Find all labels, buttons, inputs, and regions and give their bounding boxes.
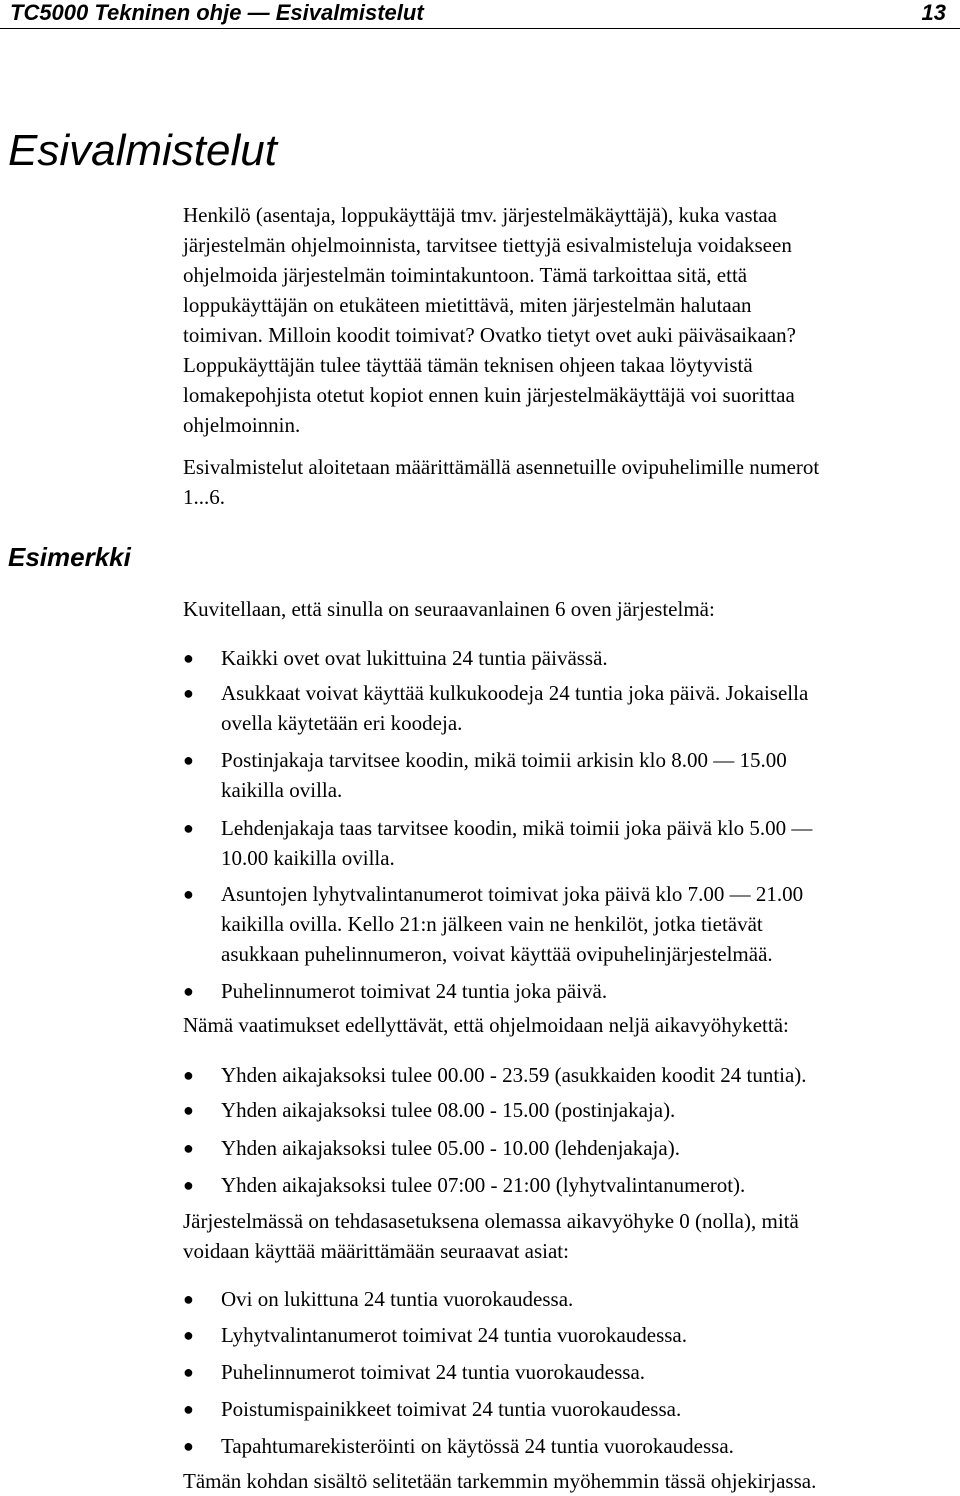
text-line: Järjestelmässä on tehdasasetuksena olemassa aikavyöhyke 0 (nolla), mitä	[183, 1209, 799, 1233]
intro-paragraph	[183, 200, 953, 440]
text-line: lomakepohjista otetut kopiot ennen kuin järjestelmäkäyttäjä voi suorittaa	[183, 383, 795, 407]
list-item-text: Yhden aikajaksoksi tulee 00.00 - 23.59 (asukkaiden koodit 24 tuntia).	[221, 1063, 807, 1087]
list-item-text: Puhelinnumerot toimivat 24 tuntia vuorokaudessa.	[221, 1360, 646, 1384]
bullet-icon: ●	[183, 1138, 194, 1158]
text-line: Henkilö (asentaja, loppukäyttäjä tmv. järjestelmäkäyttäjä), kuka vastaa	[183, 203, 777, 227]
bullet-icon: ●	[183, 818, 194, 838]
text-line: järjestelmän ohjelmoinnista, tarvitsee tiettyjä esivalmisteluja voidakseen	[183, 233, 792, 257]
bullet-icon: ●	[183, 981, 194, 1001]
list-item-text: Lyhytvalintanumerot toimivat 24 tuntia vuorokaudessa.	[221, 1323, 687, 1347]
list-item-text: Ovi on lukittuna 24 tuntia vuorokaudessa.	[221, 1287, 574, 1311]
side-heading-example: Esimerkki	[8, 542, 131, 572]
defaults-lead	[183, 1206, 953, 1266]
text-line: 10.00 kaikilla ovilla.	[221, 846, 395, 870]
list-item-text: Yhden aikajaksoksi tulee 08.00 - 15.00 (postinjakaja).	[221, 1098, 676, 1122]
bullet-icon: ●	[183, 884, 194, 904]
bullet-icon: ●	[183, 1175, 194, 1195]
text-line: kaikilla ovilla. Kello 21:n jälkeen vain ne henkilöt, jotka tietävät	[221, 912, 763, 936]
text-line: kaikilla ovilla.	[221, 778, 343, 802]
page-number: 13	[921, 0, 946, 25]
text-line: Asukkaat voivat käyttää kulkukoodeja 24 tuntia joka päivä. Jokaisella	[221, 681, 809, 705]
bullet-icon: ●	[183, 1289, 194, 1309]
text-line: 1...6.	[183, 485, 225, 509]
zones-lead: Nämä vaatimukset edellyttävät, että ohjelmoidaan neljä aikavyöhykettä:	[183, 1013, 789, 1037]
header-title: TC5000 Tekninen ohje — Esivalmistelut	[10, 0, 424, 25]
bullet-icon: ●	[183, 683, 194, 703]
intro-paragraph-2	[183, 452, 953, 512]
list-item-text: Tapahtumarekisteröinti on käytössä 24 tuntia vuorokaudessa.	[221, 1434, 734, 1458]
list-item-text: Poistumispainikkeet toimivat 24 tuntia vuorokaudessa.	[221, 1397, 682, 1421]
text-line: ohjelmoida järjestelmän toimintakuntoon. Tämä tarkoittaa sitä, että	[183, 263, 748, 287]
text-line: ovella käytetään eri koodeja.	[221, 711, 463, 735]
list-item-text: Yhden aikajaksoksi tulee 07:00 - 21:00 (lyhytvalintanumerot).	[221, 1173, 746, 1197]
closing-paragraph: Tämän kohdan sisältö selitetään tarkemmin myöhemmin tässä ohjekirjassa.	[183, 1469, 817, 1493]
page-header	[0, 0, 960, 29]
bullet-icon: ●	[183, 1436, 194, 1456]
text-line: Kaikki ovet ovat lukittuina 24 tuntia päivässä.	[221, 646, 608, 670]
text-line: ohjelmoinnin.	[183, 413, 301, 437]
bullet-icon: ●	[183, 1325, 194, 1345]
section-title: Esivalmistelut	[8, 126, 277, 175]
bullet-icon: ●	[183, 648, 194, 668]
text-line: Lehdenjakaja taas tarvitsee koodin, mikä toimii joka päivä klo 5.00 —	[221, 816, 813, 840]
text-line: toimivan. Milloin koodit toimivat? Ovatko tietyt ovet auki päiväsaikaan?	[183, 323, 796, 347]
bullet-icon: ●	[183, 1065, 194, 1085]
text-line: voidaan käyttää määrittämään seuraavat asiat:	[183, 1239, 569, 1263]
text-line: loppukäyttäjän on etukäteen mietittävä, miten järjestelmän halutaan	[183, 293, 752, 317]
text-line: Esivalmistelut aloitetaan määrittämällä asennetuille ovipuhelimille numerot	[183, 455, 820, 479]
text-line: Puhelinnumerot toimivat 24 tuntia joka päivä.	[221, 979, 608, 1003]
text-line: asukkaan puhelinnumeron, voivat käyttää ovipuhelinjärjestelmää.	[221, 942, 773, 966]
bullet-icon: ●	[183, 750, 194, 770]
list-item-text: Yhden aikajaksoksi tulee 05.00 - 10.00 (lehdenjakaja).	[221, 1136, 680, 1160]
text-line: Postinjakaja tarvitsee koodin, mikä toimii arkisin klo 8.00 — 15.00	[221, 748, 787, 772]
bullet-icon: ●	[183, 1362, 194, 1382]
example-lead: Kuvitellaan, että sinulla on seuraavanlainen 6 oven järjestelmä:	[183, 597, 715, 621]
bullet-icon: ●	[183, 1100, 194, 1120]
text-line: Asuntojen lyhytvalintanumerot toimivat joka päivä klo 7.00 — 21.00	[221, 882, 804, 906]
text-line: Loppukäyttäjän tulee täyttää tämän teknisen ohjeen takaa löytyvistä	[183, 353, 753, 377]
bullet-icon: ●	[183, 1399, 194, 1419]
